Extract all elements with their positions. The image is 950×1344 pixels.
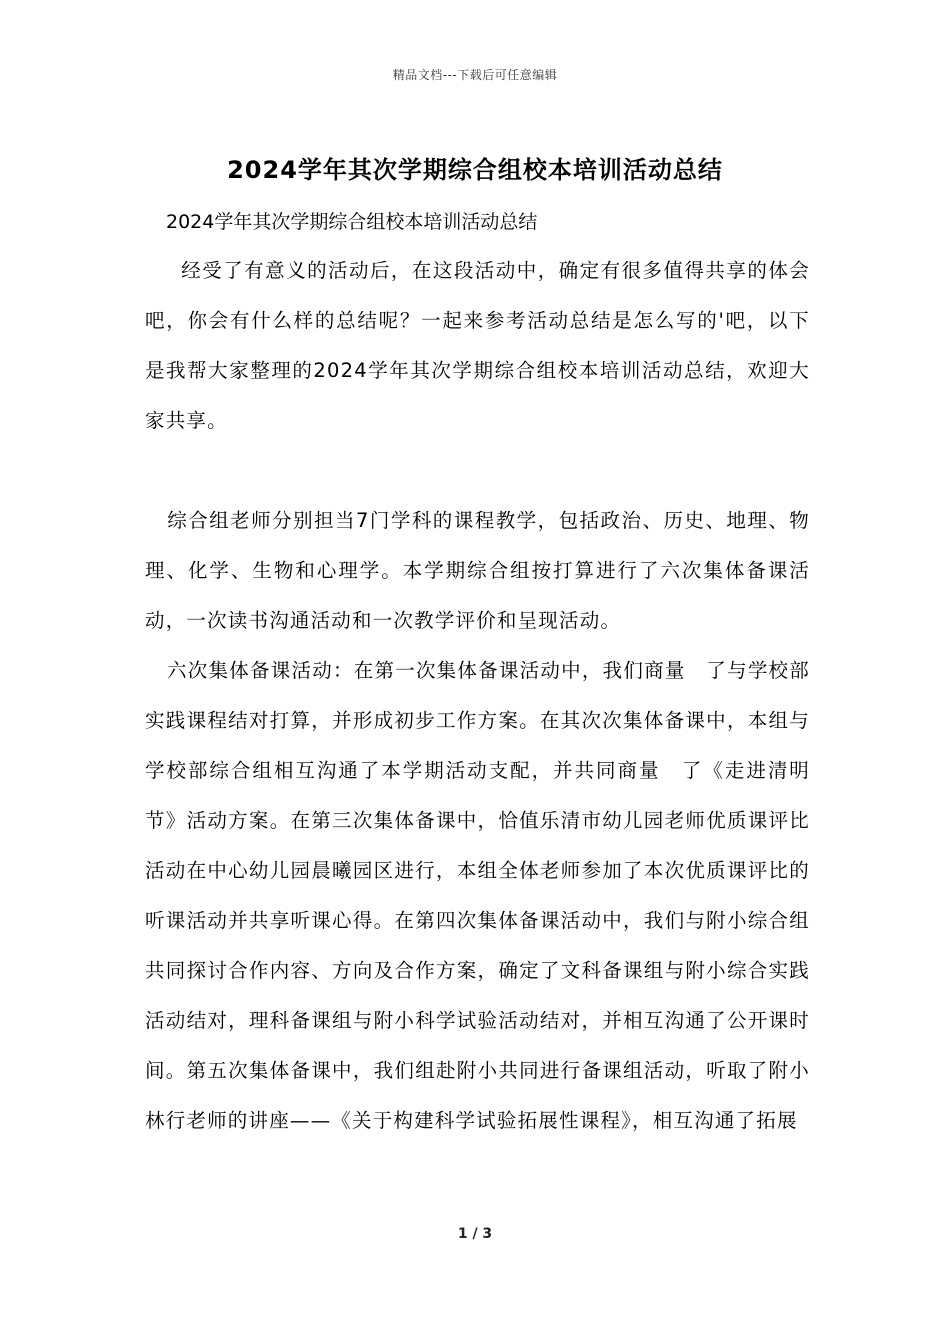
paragraph-overview (145, 496, 810, 646)
paragraph-overview-text: 综合组老师分别担当7门学科的课程教学，包括政治、历史、地理、物理、化学、生物和心理学。本学期综合组按打算进行了六次集体备课活动，一次读书沟通活动和一次教学评价和呈现活动。 (145, 509, 810, 632)
paragraph-intro-text: 经受了有意义的活动后，在这段活动中，确定有很多值得共享的体会吧，你会有什么样的总结呢？一起来参考活动总结是怎么写的'吧，以下是我帮大家整理的2024学年其次学期综合组校本培训活动总结，欢迎大家共享。 (145, 259, 810, 432)
document-title: 2024学年其次学期综合组校本培训活动总结 (227, 156, 723, 184)
paragraph-activities (145, 646, 810, 1146)
paragraph-intro (145, 246, 810, 446)
header-note: 精品文档---下载后可任意编辑 (392, 68, 558, 82)
page-number: 1 / 3 (457, 1226, 493, 1242)
paragraph-activities-text: 六次集体备课活动：在第一次集体备课活动中，我们商量 了与学校部实践课程结对打算，并形成初步工作方案。在其次次集体备课中，本组与学校部综合组相互沟通了本学期活动支配，并共同商量 了《走进清明节》活动方案。在第三次集体备课中，恰值乐清市幼儿园老师优质课评比活动在中心幼儿园晨曦园区进行，本组全体老师参加了本次优质课评比的听课活动并共享听课心得。在第四次集体备课活动中，我们与附小综合组共同探讨合作内容、方向及合作方案，确定了文科备课组与附小综合实践活动结对，理科备课组与附小科学试验活动结对，并相互沟通了公开课时间。第五次集体备课中，我们组赴附小共同进行备课组活动，听取了附小林行老师的讲座——《关于构建科学试验拓展性课程》，相互沟通了拓展 (145, 659, 810, 1132)
document-subtitle: 2024学年其次学期综合组校本培训活动总结 (166, 211, 538, 233)
